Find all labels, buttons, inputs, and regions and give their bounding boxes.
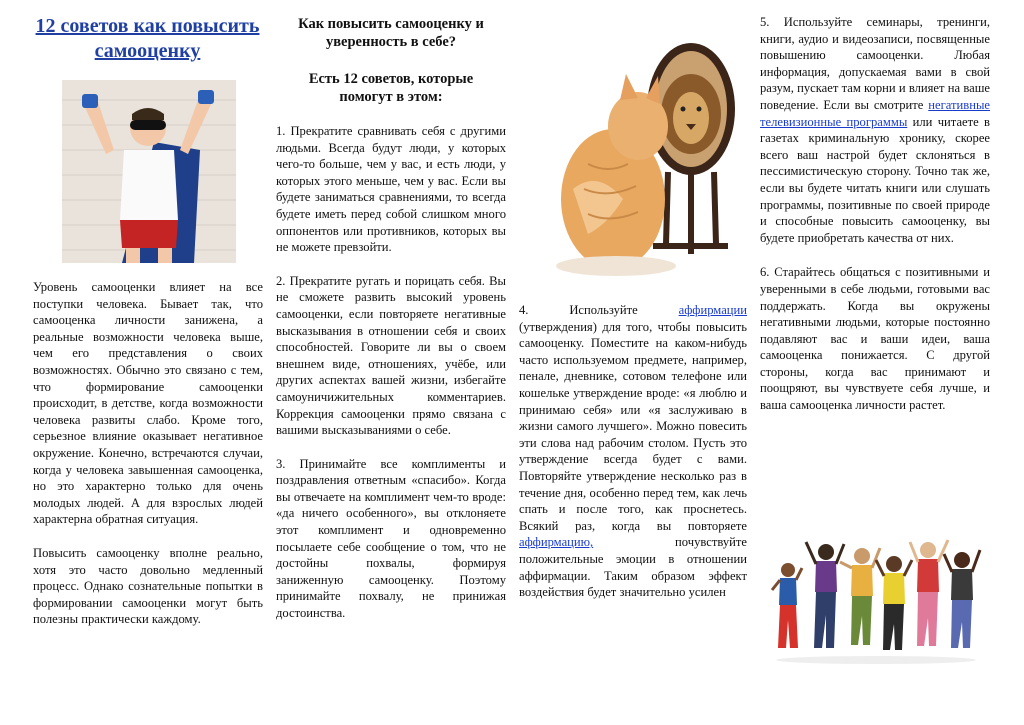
- column-2: [276, 15, 506, 622]
- affirmation-link-2[interactable]: аффирмацию,: [519, 535, 594, 550]
- tip-4: [519, 302, 747, 601]
- affirmation-link[interactable]: аффирмации: [678, 303, 747, 317]
- tip-4-text-c: почувствуйте положительные эмоции в отношении аффирмации. Таким образом эффект воздействия будет значительно усилен: [519, 535, 747, 600]
- tip-3: 3. Принимайте все комплименты и поздравления ответным «спасибо». Когда вы отвечаете на комплимент чем-то вроде: «да ничего особенного», вы отклоняете этот комплимент и одновременно посылаете себе сообщение о том, что не достойны похвалы, формируя заниженную самооценку. Поэтому принимайте похвалу, не принижая достоинства.: [276, 456, 506, 621]
- page-title: 12 советов как повысить самооценку: [35, 15, 260, 62]
- negative-tv-link[interactable]: негативные телевизионные программы: [760, 97, 990, 129]
- kitten-mirror-lion-photo: [518, 14, 744, 284]
- intro-paragraph-2: Повысить самооценку вполне реально, хотя это часто довольно медленный процесс. Однако сознательные попытки в формировании самооценки могут быть полезны практически каждому.: [33, 545, 263, 627]
- tip-5: [760, 14, 990, 246]
- jumping-children-photo: [766, 520, 986, 665]
- column-3-text: [519, 302, 747, 601]
- section-heading: Как повысить самооценку и уверенность в себе?: [298, 16, 484, 50]
- tip-6: 6. Старайтесь общаться с позитивными и уверенными в себе людьми, готовыми вас поддержать. Когда вы окружены негативными людьми, которые постоянно подавляют вас и ваши идеи, ваша самооценка понижается. С другой стороны, когда вас принимают и поощряют, вы чувствуете себя лучше, и ваша самооценка личности растет.: [760, 265, 990, 413]
- tip-5-text-a: 5. Используйте семинары, тренинги, книги, аудио и видеозаписи, посвященные повышению самооценки. Любая информация, допускаемая вами в свой разум, пускает там корни и влияет на ваше поведение. Если вы смотрите: [760, 15, 990, 112]
- superhero-boy-photo: [62, 80, 236, 263]
- tip-5-text-b: или читаете в газетах криминальную хронику, скорее всего ваш настрой будет склоняться в пессимистическую сторону. Точно так же, если вы будете читать книги или слушать программы, позитивные по своей природе и способные повысить самооценку, вы будете приобретать качества от них.: [760, 114, 990, 245]
- tip-4-text-b: (утверждения) для того, чтобы повысить самооценку. Поместите на каком-нибудь часто используемом предмете, например, пенале, дневнике, сотовом телефоне или кошельке утверждение вроде: «я люблю и принимаю себя» или «я заслуживаю в жизни самого лучшего». Можно повесить эти слова над рабочим столом. Пусть это утверждение всегда будет с вами. Повторяйте утверждение несколько раз в течение дня, особенно перед тем, как лечь спать и после того, как проснетесь. Всякий раз, когда вы повторяете: [519, 319, 747, 533]
- column-4: [760, 14, 990, 414]
- tip-4-text-a: 4. Используйте: [519, 303, 679, 317]
- column-1-text: [33, 279, 263, 628]
- tip-1: 1. Прекратите сравнивать себя с другими людьми. Всегда будут люди, у которых чего-то больше, чем у вас, и есть люди, у которых этого меньше, чем у вас. Если вы будете заниматься сравнениями, то всегда будете иметь перед собой слишком много оппонентов или противников, которых вы не можете превзойти.: [276, 124, 506, 255]
- section-subheading: Есть 12 советов, которые помогут в этом:: [308, 71, 474, 105]
- tip-2: 2. Прекратите ругать и порицать себя. Вы не сможете развить высокий уровень самооценки, если повторяете негативные высказывания в отношении себя и своих способностей. Говорите ли вы о своем внешнем виде, отношениях, учёбе, или других аспектах вашей жизни, избегайте самоуничижительных комментариев. Коррекция самооценки прямо связана с вашими высказываниями о себе.: [276, 273, 506, 438]
- intro-paragraph: Уровень самооценки влияет на все поступки человека. Бывает так, что самооценка личности занижена, а реальные возможности человека выше, чем его представления о своих возможностях. Обычно это связано с тем, что формирование самооценки происходит, в детстве, когда возможности человека развиты слабо. Кроме того, серьезное влияние оказывает негативное окружение. Конечно, встречаются случаи, когда у человека завышенная самооценка, но это характерно только для очень молодых людей. А для взрослых людей характерна обратная ситуация.: [33, 280, 263, 527]
